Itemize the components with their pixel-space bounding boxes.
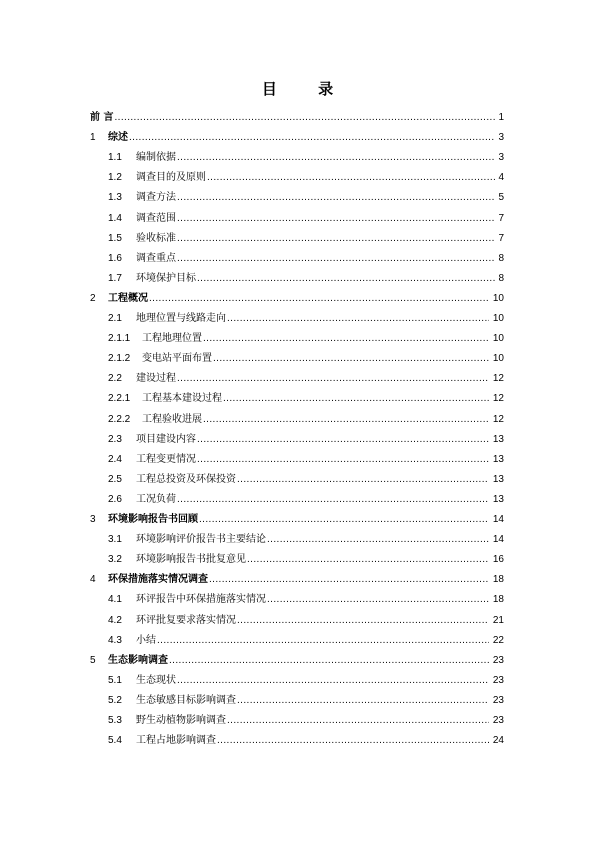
toc-entry-number: 5.1 [108, 674, 122, 686]
toc-entry-number: 5.2 [108, 694, 122, 706]
toc-entry[interactable] [108, 615, 504, 627]
toc-entry-title: 小结 [136, 634, 156, 646]
toc-entry[interactable] [90, 574, 504, 586]
toc-entry-title: 工程验收进展 [142, 413, 202, 425]
toc-entry-title: 环评批复要求落实情况 [136, 614, 236, 626]
toc-entry-page: 23 [492, 694, 504, 706]
toc-entry-page: 14 [492, 534, 504, 546]
toc-entry-page: 18 [492, 594, 504, 606]
toc-leader-dots [209, 574, 489, 586]
toc-entry-page: 10 [492, 333, 504, 345]
toc-leader-dots [177, 192, 495, 204]
toc-entry-page: 12 [492, 393, 504, 405]
toc-entry[interactable] [108, 675, 504, 687]
toc-entry-title: 工况负荷 [136, 493, 176, 505]
toc-entry-number: 4.2 [108, 614, 122, 626]
toc-entry[interactable] [108, 534, 504, 546]
toc-leader-dots [267, 594, 489, 606]
toc-leader-dots [207, 172, 495, 184]
toc-leader-dots [217, 735, 489, 747]
toc-entry[interactable] [108, 474, 504, 486]
toc-entry-page: 14 [492, 514, 504, 525]
toc-entry[interactable] [90, 132, 504, 144]
toc-entry[interactable] [108, 434, 504, 446]
toc-entry-page: 1 [498, 112, 504, 123]
toc-leader-dots [213, 353, 489, 365]
toc-leader-dots [227, 715, 489, 727]
toc-entry-title: 验收标准 [136, 232, 176, 244]
toc-leader-dots [129, 132, 495, 144]
toc-entry-number: 2.1 [108, 313, 122, 324]
toc-entry-number: 5.3 [108, 715, 122, 726]
toc-leader-dots [197, 273, 495, 285]
toc-entry[interactable] [108, 414, 504, 426]
toc-entry-number: 1 [90, 132, 96, 144]
toc-entry-page: 10 [492, 292, 504, 304]
toc-entry[interactable] [108, 635, 504, 647]
toc-entry-number: 3 [90, 514, 96, 525]
toc-entry-page: 3 [498, 132, 504, 144]
toc-entry-title: 项目建设内容 [136, 433, 196, 445]
toc-leader-dots [203, 333, 489, 345]
toc-entry-number: 2.3 [108, 433, 122, 445]
toc-entry[interactable] [108, 715, 504, 727]
toc-leader-dots [177, 494, 489, 506]
toc-entry-number: 4.3 [108, 634, 122, 646]
toc-entry-page: 13 [492, 433, 504, 445]
toc-leader-dots [227, 313, 489, 325]
toc-entry[interactable] [108, 213, 504, 225]
toc-entry-number: 2.1.1 [108, 333, 131, 345]
toc-entry-title: 环境影响报告书回顾 [108, 514, 198, 525]
toc-entry-title: 工程变更情况 [136, 453, 196, 465]
toc-leader-dots [197, 434, 489, 446]
toc-entry-page: 16 [492, 554, 504, 566]
toc-entry-page: 12 [492, 373, 504, 385]
toc-entry-page: 21 [492, 614, 504, 626]
toc-leader-dots [197, 454, 489, 466]
toc-entry-title: 调查目的及原则 [136, 172, 206, 184]
toc-entry[interactable] [108, 253, 504, 265]
toc-entry[interactable] [90, 655, 504, 667]
toc-leader-dots [114, 112, 495, 124]
toc-entry-page: 4 [498, 172, 504, 184]
toc-entry[interactable] [108, 152, 504, 164]
toc-entry-number: 1.3 [108, 192, 122, 204]
toc-leader-dots [247, 554, 489, 566]
toc-leader-dots [177, 253, 495, 265]
toc-entry[interactable] [90, 514, 504, 526]
toc-entry[interactable] [108, 353, 504, 365]
toc-leader-dots [237, 695, 489, 707]
toc-entry-page: 10 [492, 313, 504, 324]
toc-leader-dots [157, 635, 489, 647]
toc-entry-title: 环评报告中环保措施落实情况 [136, 594, 266, 606]
toc-entry-title: 野生动植物影响调查 [136, 715, 226, 726]
toc-entry-title: 工程地理位置 [142, 333, 202, 345]
toc-entry-page: 23 [492, 654, 504, 666]
toc-entry-page: 13 [492, 453, 504, 465]
toc-entry[interactable] [108, 494, 504, 506]
toc-entry-number: 3.2 [108, 554, 122, 566]
toc-leader-dots [149, 293, 489, 305]
toc-entry[interactable] [108, 373, 504, 385]
toc-entry-page: 5 [498, 192, 504, 204]
toc-leader-dots [223, 393, 489, 405]
toc-leader-dots [267, 534, 489, 546]
toc-entry-title: 生态现状 [136, 674, 176, 686]
toc-entry-title: 生态敏感目标影响调查 [136, 694, 236, 706]
toc-entry-page: 23 [492, 674, 504, 686]
toc-entry-number: 1.7 [108, 272, 122, 284]
toc-entry-title: 环境影响报告书批复意见 [136, 554, 246, 566]
toc-entry-page: 23 [492, 715, 504, 726]
toc-entry-number: 1.5 [108, 232, 122, 244]
toc-entry-page: 7 [498, 212, 504, 224]
toc-entry-title: 调查方法 [136, 192, 176, 204]
toc-entry[interactable] [90, 112, 504, 124]
toc-entry-title: 综述 [108, 132, 128, 144]
toc-entry-page: 13 [492, 473, 504, 485]
toc-entry[interactable] [108, 594, 504, 606]
toc-entry-title: 建设过程 [136, 373, 176, 385]
toc-leader-dots [177, 373, 489, 385]
toc-entry-page: 13 [492, 493, 504, 505]
toc-entry-title: 地理位置与线路走向 [136, 313, 226, 324]
toc-entry[interactable] [108, 695, 504, 707]
toc-entry-page: 8 [498, 252, 504, 264]
toc-entry-number: 2.5 [108, 473, 122, 485]
toc-entry-title: 前 言 [90, 112, 114, 123]
toc-entry-page: 3 [498, 152, 504, 164]
toc-leader-dots [177, 233, 495, 245]
toc-entry-number: 2.2.2 [108, 413, 131, 425]
toc-leader-dots [177, 213, 495, 225]
toc-leader-dots [203, 414, 489, 426]
toc-leader-dots [199, 514, 489, 526]
toc-entry-page: 10 [492, 353, 504, 365]
toc-entry-page: 12 [492, 413, 504, 425]
toc-entry[interactable] [108, 333, 504, 345]
toc-entry[interactable] [108, 393, 504, 405]
toc-entry[interactable] [108, 554, 504, 566]
toc-entry-page: 18 [492, 574, 504, 586]
toc-entry-title: 环境影响评价报告书主要结论 [136, 534, 266, 546]
toc-entry-title: 工程总投资及环保投资 [136, 473, 236, 485]
toc-entry-title: 变电站平面布置 [142, 353, 212, 365]
toc-entry-page: 8 [498, 272, 504, 284]
toc-entry[interactable] [90, 293, 504, 305]
toc-entry[interactable] [108, 273, 504, 285]
toc-entry-number: 2 [90, 292, 96, 304]
toc-entry-title: 调查范围 [136, 212, 176, 224]
toc-entry-number: 1.2 [108, 172, 122, 184]
toc-entry-number: 1.1 [108, 152, 122, 164]
toc-entry-title: 工程占地影响调查 [136, 735, 216, 747]
toc-entry-number: 2.2.1 [108, 393, 131, 405]
toc-entry-number: 1.6 [108, 252, 122, 264]
toc-entry[interactable] [108, 735, 504, 747]
toc-entry-page: 22 [492, 634, 504, 646]
toc-entry-number: 5.4 [108, 735, 122, 747]
toc-entry-number: 4.1 [108, 594, 122, 606]
toc-entry-page: 24 [492, 735, 504, 747]
toc-entry-title: 环境保护目标 [136, 272, 196, 284]
toc-entry-number: 2.6 [108, 493, 122, 505]
toc-entry[interactable] [108, 313, 504, 325]
toc-entry-title: 调查重点 [136, 252, 176, 264]
toc-entry[interactable] [108, 454, 504, 466]
toc-entry-number: 4 [90, 574, 96, 586]
toc-entry[interactable] [108, 233, 504, 245]
toc-entry-page: 7 [498, 232, 504, 244]
toc-entry-number: 2.4 [108, 453, 122, 465]
toc-leader-dots [177, 152, 495, 164]
toc-entry-number: 5 [90, 654, 96, 666]
toc-leader-dots [237, 474, 489, 486]
toc-entry-title: 编制依据 [136, 152, 176, 164]
toc-entry-title: 环保措施落实情况调查 [108, 574, 208, 586]
toc-title: 目 录 [261, 80, 352, 98]
toc-entry[interactable] [108, 172, 504, 184]
toc-leader-dots [177, 675, 489, 687]
toc-leader-dots [169, 655, 489, 667]
toc-entry-number: 3.1 [108, 534, 122, 546]
toc-entry-title: 工程基本建设过程 [142, 393, 222, 405]
toc-entry-number: 2.2 [108, 373, 122, 385]
toc-entry-title: 生态影响调查 [108, 654, 168, 666]
toc-leader-dots [237, 615, 489, 627]
toc-entry-title: 工程概况 [108, 292, 148, 304]
toc-entry-number: 2.1.2 [108, 353, 131, 365]
toc-entry[interactable] [108, 192, 504, 204]
toc-entry-number: 1.4 [108, 212, 122, 224]
